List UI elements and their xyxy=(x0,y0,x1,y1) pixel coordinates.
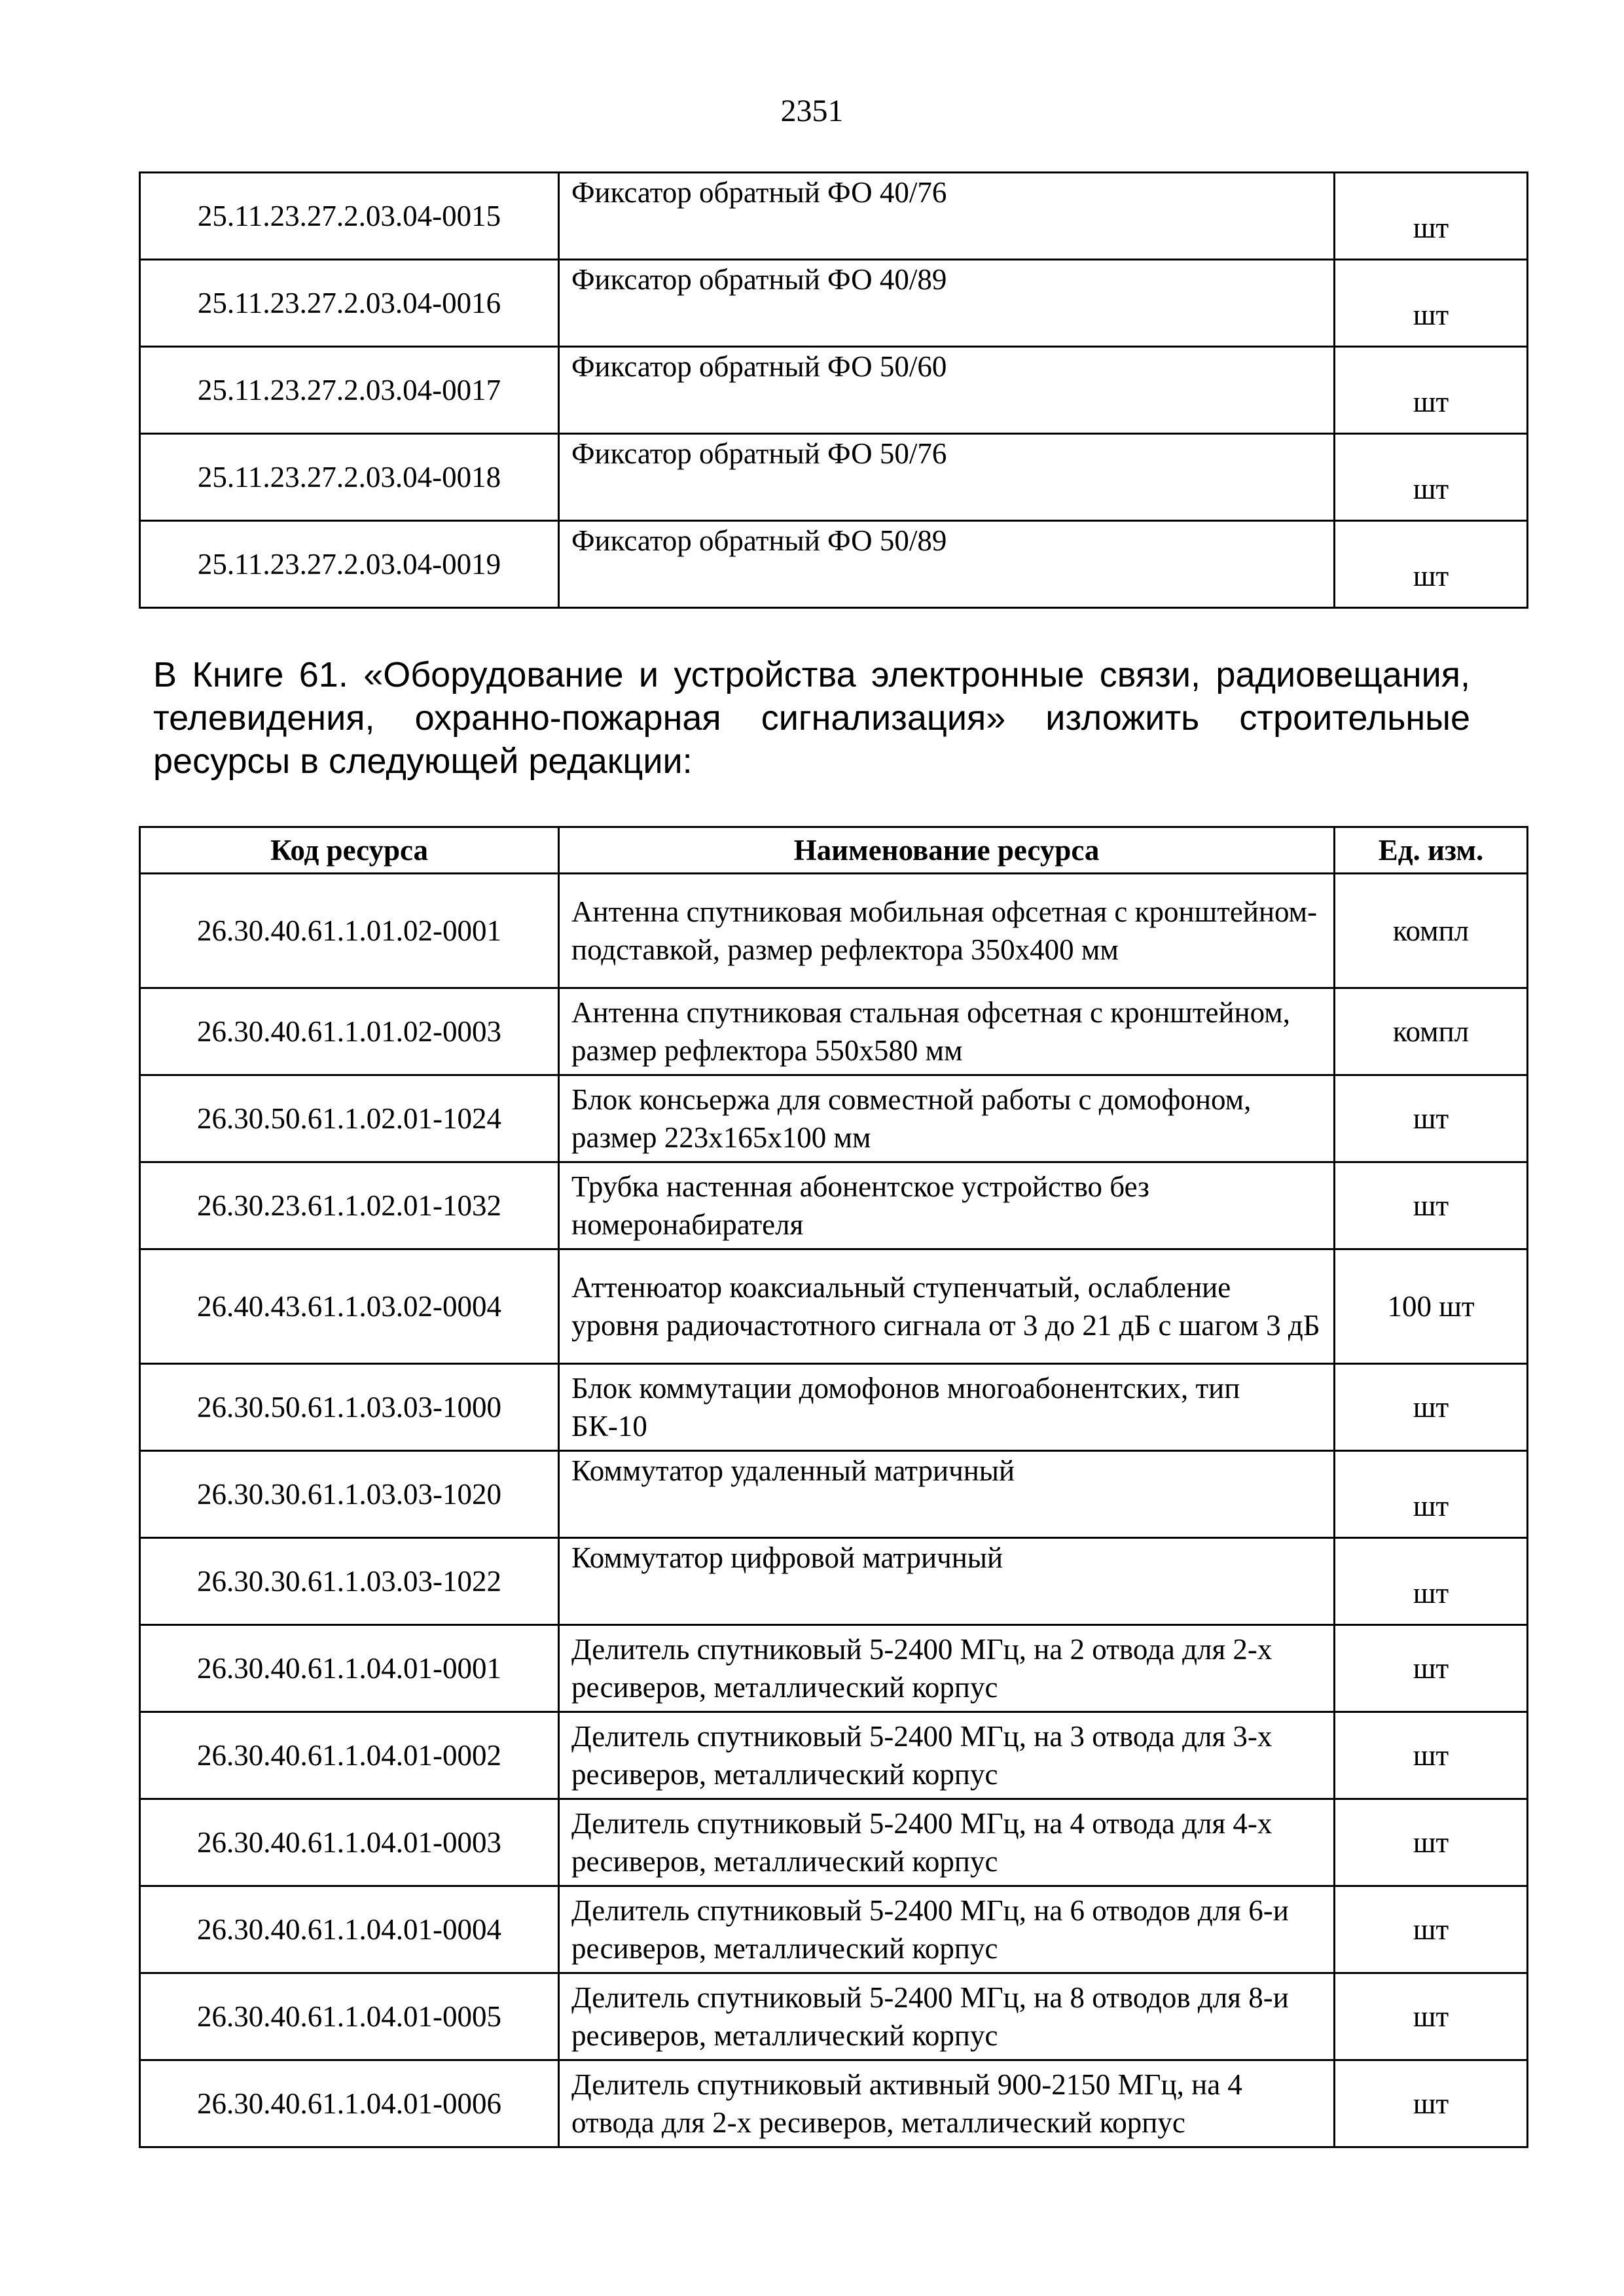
table-row xyxy=(140,1799,1528,1886)
resource-code: 25.11.23.27.2.03.04-0019 xyxy=(140,521,559,608)
table-row xyxy=(140,2060,1528,2147)
table-row xyxy=(140,1075,1528,1162)
resource-name: Блок коммутации домофонов многоабонентских, тип БК-10 xyxy=(559,1364,1335,1451)
resource-unit: шт xyxy=(1335,1538,1528,1625)
table-row xyxy=(140,434,1528,521)
table-row xyxy=(140,1538,1528,1625)
table-row xyxy=(140,1625,1528,1712)
resource-code: 26.30.50.61.1.03.03-1000 xyxy=(140,1364,559,1451)
resource-unit: 100 шт xyxy=(1335,1249,1528,1364)
resource-name: Делитель спутниковый 5-2400 МГц, на 2 отвода для 2-х ресиверов, металлический корпус xyxy=(559,1625,1335,1712)
resource-unit: шт xyxy=(1335,434,1528,521)
resource-code: 26.30.30.61.1.03.03-1022 xyxy=(140,1538,559,1625)
header-code: Код ресурса xyxy=(140,827,559,874)
table-row xyxy=(140,988,1528,1075)
page-number: 2351 xyxy=(780,94,844,128)
table-row xyxy=(140,1364,1528,1451)
resource-name: Антенна спутниковая мобильная офсетная с кронштейном-подставкой, размер рефлектора 350х400 мм xyxy=(559,874,1335,988)
resource-name: Делитель спутниковый 5-2400 МГц, на 8 отводов для 8-и ресиверов, металлический корпус xyxy=(559,1973,1335,2060)
resource-name: Делитель спутниковый 5-2400 МГц, на 3 отвода для 3-х ресиверов, металлический корпус xyxy=(559,1712,1335,1799)
resource-unit: шт xyxy=(1335,1162,1528,1249)
book-61-instruction-paragraph: В Книге 61. «Оборудование и устройства электронные связи, радиовещания, телевидения, охранно-пожарная сигнализация» изложить строительные ресурсы в следующей редакции: xyxy=(153,655,1470,781)
resource-name: Делитель спутниковый активный 900-2150 МГц, на 4 отвода для 2-х ресиверов, металлический корпус xyxy=(559,2060,1335,2147)
resource-code: 26.30.40.61.1.04.01-0005 xyxy=(140,1973,559,2060)
resource-code: 26.30.40.61.1.01.02-0001 xyxy=(140,874,559,988)
table-row xyxy=(140,1886,1528,1973)
table-row xyxy=(140,260,1528,347)
resource-code: 26.30.40.61.1.04.01-0004 xyxy=(140,1886,559,1973)
resource-unit: шт xyxy=(1335,521,1528,608)
table-row xyxy=(140,1249,1528,1364)
resource-unit: компл xyxy=(1335,874,1528,988)
resource-code: 26.30.40.61.1.01.02-0003 xyxy=(140,988,559,1075)
resource-unit: шт xyxy=(1335,1364,1528,1451)
resource-unit: шт xyxy=(1335,2060,1528,2147)
resource-unit: шт xyxy=(1335,347,1528,434)
resource-code: 26.30.40.61.1.04.01-0006 xyxy=(140,2060,559,2147)
resource-code: 26.40.43.61.1.03.02-0004 xyxy=(140,1249,559,1364)
resource-code: 26.30.40.61.1.04.01-0003 xyxy=(140,1799,559,1886)
resource-unit: шт xyxy=(1335,260,1528,347)
resource-name: Антенна спутниковая стальная офсетная с кронштейном, размер рефлектора 550х580 мм xyxy=(559,988,1335,1075)
resource-code: 26.30.40.61.1.04.01-0002 xyxy=(140,1712,559,1799)
resource-name: Фиксатор обратный ФО 40/89 xyxy=(559,260,1335,347)
resource-name: Делитель спутниковый 5-2400 МГц, на 6 отводов для 6-и ресиверов, металлический корпус xyxy=(559,1886,1335,1973)
resource-unit: шт xyxy=(1335,1799,1528,1886)
resource-name: Фиксатор обратный ФО 50/89 xyxy=(559,521,1335,608)
resource-name: Коммутатор цифровой матричный xyxy=(559,1538,1335,1625)
resource-code: 26.30.50.61.1.02.01-1024 xyxy=(140,1075,559,1162)
resource-unit: шт xyxy=(1335,1075,1528,1162)
table-header-row xyxy=(140,827,1528,874)
resource-table-continued xyxy=(139,171,1528,609)
table-row xyxy=(140,1712,1528,1799)
resource-name: Делитель спутниковый 5-2400 МГц, на 4 отвода для 4-х ресиверов, металлический корпус xyxy=(559,1799,1335,1886)
resource-unit: шт xyxy=(1335,1712,1528,1799)
table-row xyxy=(140,1973,1528,2060)
resource-unit: шт xyxy=(1335,1451,1528,1538)
resource-name: Блок консьержа для совместной работы с домофоном, размер 223х165х100 мм xyxy=(559,1075,1335,1162)
resource-name: Фиксатор обратный ФО 40/76 xyxy=(559,173,1335,260)
table-row xyxy=(140,521,1528,608)
table-row xyxy=(140,1451,1528,1538)
resource-code: 26.30.30.61.1.03.03-1020 xyxy=(140,1451,559,1538)
resource-unit: шт xyxy=(1335,1973,1528,2060)
table-row xyxy=(140,347,1528,434)
header-name: Наименование ресурса xyxy=(559,827,1335,874)
table-row xyxy=(140,1162,1528,1249)
resource-code: 25.11.23.27.2.03.04-0015 xyxy=(140,173,559,260)
resource-name: Фиксатор обратный ФО 50/76 xyxy=(559,434,1335,521)
resource-name: Фиксатор обратный ФО 50/60 xyxy=(559,347,1335,434)
resource-name: Коммутатор удаленный матричный xyxy=(559,1451,1335,1538)
resource-code: 25.11.23.27.2.03.04-0017 xyxy=(140,347,559,434)
resource-name: Аттенюатор коаксиальный ступенчатый, ослабление уровня радиочастотного сигнала от 3 до 21 дБ с шагом 3 дБ xyxy=(559,1249,1335,1364)
resource-unit: компл xyxy=(1335,988,1528,1075)
table-row xyxy=(140,173,1528,260)
resource-unit: шт xyxy=(1335,173,1528,260)
table-row xyxy=(140,874,1528,988)
resource-name: Трубка настенная абонентское устройство без номеронабирателя xyxy=(559,1162,1335,1249)
resource-code: 25.11.23.27.2.03.04-0016 xyxy=(140,260,559,347)
resource-code: 25.11.23.27.2.03.04-0018 xyxy=(140,434,559,521)
resource-table-book-61 xyxy=(139,826,1528,2148)
resource-code: 26.30.23.61.1.02.01-1032 xyxy=(140,1162,559,1249)
resource-unit: шт xyxy=(1335,1886,1528,1973)
header-unit: Ед. изм. xyxy=(1335,827,1528,874)
resource-code: 26.30.40.61.1.04.01-0001 xyxy=(140,1625,559,1712)
resource-unit: шт xyxy=(1335,1625,1528,1712)
